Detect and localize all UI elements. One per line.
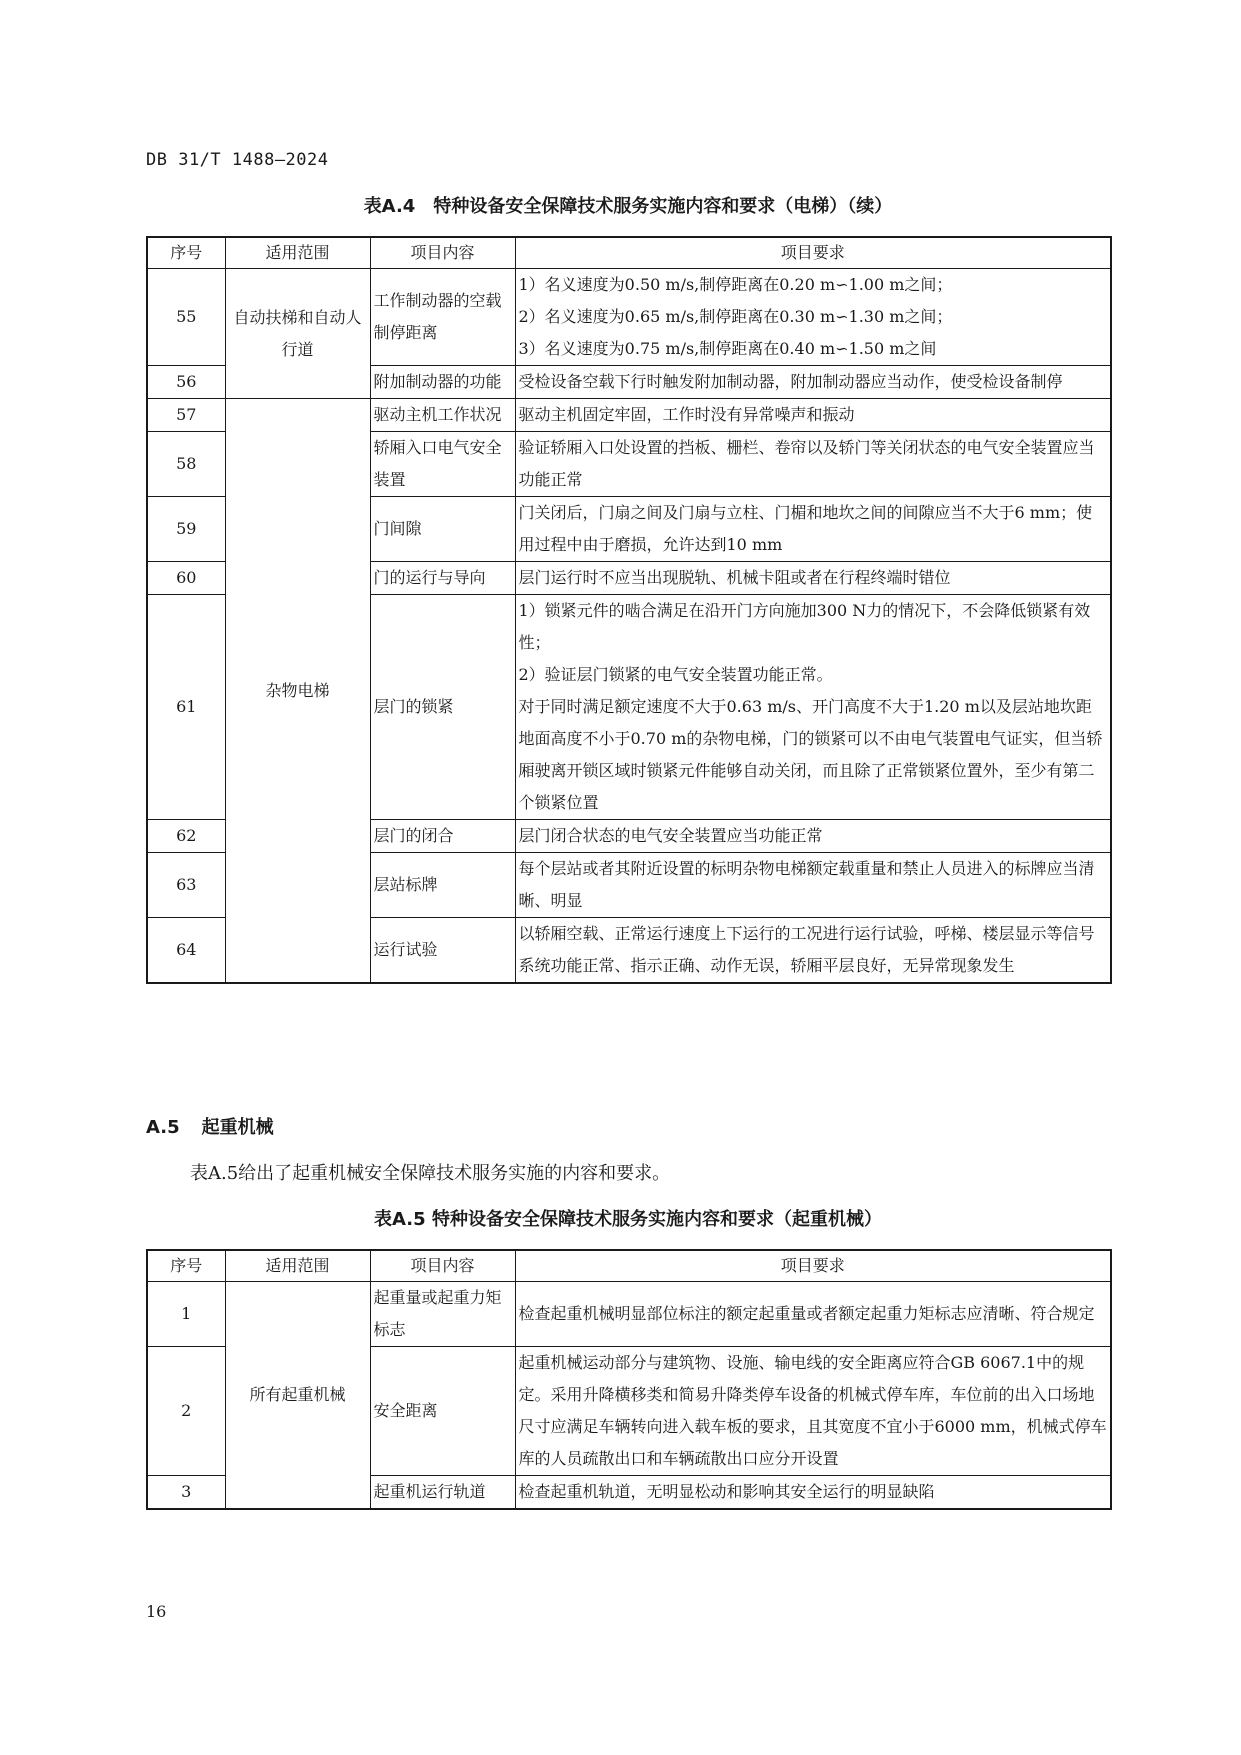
row-item: 层门的闭合 [370, 820, 515, 853]
row-scope: 所有起重机械 [225, 1282, 370, 1510]
row-requirement: 层门闭合状态的电气安全装置应当功能正常 [515, 820, 1111, 853]
requirement-line: 1）名义速度为0.50 m/s,制停距离在0.20 m∽1.00 m之间； [518, 275, 953, 294]
row-num: 56 [147, 366, 225, 399]
document-code: DB 31/T 1488—2024 [146, 150, 329, 170]
row-num: 55 [147, 269, 225, 366]
header-requirement: 项目要求 [515, 237, 1111, 269]
row-num: 2 [147, 1347, 225, 1476]
header-scope: 适用范围 [225, 237, 370, 269]
table-a4-caption: 表A.4 特种设备安全保障技术服务实施内容和要求（电梯）（续） [363, 196, 893, 217]
row-item: 起重机运行轨道 [370, 1476, 515, 1510]
row-requirement: 检查起重机械明显部位标注的额定起重量或者额定起重力矩标志应清晰、符合规定 [515, 1282, 1111, 1347]
row-item: 层门的锁紧 [370, 595, 515, 820]
requirement-line: 对于同时满足额定速度不大于0.63 m/s、开门高度不大于1.20 m以及层站地坎距地面高度不小于0.70 m的杂物电梯，门的锁紧可以不由电气装置电气证实，但当轿厢驶离开锁区域时锁紧元件能够自动关闭，而且除了正常锁紧位置外，至少有第二个锁紧位置 [518, 697, 1103, 812]
page-number: 16 [146, 1602, 167, 1621]
row-num: 63 [147, 853, 225, 918]
table-row [147, 1282, 1111, 1347]
row-requirement: 检查起重机轨道，无明显松动和影响其安全运行的明显缺陷 [515, 1476, 1111, 1510]
row-num: 59 [147, 497, 225, 562]
section-title: 起重机械 [201, 1117, 274, 1138]
row-item: 起重量或起重力矩标志 [370, 1282, 515, 1347]
row-num: 58 [147, 432, 225, 497]
header-requirement: 项目要求 [515, 1250, 1111, 1282]
header-item: 项目内容 [370, 237, 515, 269]
section-number: A.5 [146, 1117, 180, 1138]
row-num: 1 [147, 1282, 225, 1347]
header-scope: 适用范围 [225, 1250, 370, 1282]
row-requirement [515, 595, 1111, 820]
row-num: 57 [147, 399, 225, 432]
row-requirement: 验证轿厢入口处设置的挡板、栅栏、卷帘以及轿门等关闭状态的电气安全装置应当功能正常 [515, 432, 1111, 497]
row-item: 驱动主机工作状况 [370, 399, 515, 432]
row-num: 60 [147, 562, 225, 595]
row-item: 工作制动器的空载制停距离 [370, 269, 515, 366]
section-heading [146, 1113, 274, 1139]
requirement-line: 2）名义速度为0.65 m/s,制停距离在0.30 m∽1.30 m之间； [518, 307, 953, 326]
row-requirement: 层门运行时不应当出现脱轨、机械卡阻或者在行程终端时错位 [515, 562, 1111, 595]
row-item: 附加制动器的功能 [370, 366, 515, 399]
row-requirement [515, 269, 1111, 366]
row-scope: 自动扶梯和自动人行道 [225, 269, 370, 399]
row-item: 层站标牌 [370, 853, 515, 918]
row-item: 门的运行与导向 [370, 562, 515, 595]
requirement-line: 2）验证层门锁紧的电气安全装置功能正常。 [518, 665, 833, 684]
row-requirement: 每个层站或者其附近设置的标明杂物电梯额定载重量和禁止人员进入的标牌应当清晰、明显 [515, 853, 1111, 918]
table-row [147, 399, 1111, 432]
row-item: 安全距离 [370, 1347, 515, 1476]
row-scope: 杂物电梯 [225, 399, 370, 984]
row-num: 64 [147, 918, 225, 984]
table-row [147, 269, 1111, 366]
table-a5-caption: 表A.5 特种设备安全保障技术服务实施内容和要求（起重机械） [374, 1209, 882, 1230]
row-requirement: 驱动主机固定牢固，工作时没有异常噪声和振动 [515, 399, 1111, 432]
row-item: 运行试验 [370, 918, 515, 984]
row-requirement: 受检设备空载下行时触发附加制动器，附加制动器应当动作，使受检设备制停 [515, 366, 1111, 399]
intro-paragraph: 表A.5给出了起重机械安全保障技术服务实施的内容和要求。 [190, 1163, 671, 1184]
header-num: 序号 [147, 1250, 225, 1282]
row-requirement: 起重机械运动部分与建筑物、设施、输电线的安全距离应符合GB 6067.1中的规定。采用升降横移类和简易升降类停车设备的机械式停车库，车位前的出入口场地尺寸应满足车辆转向进入载车板的要求，且其宽度不宜小于6000 mm，机械式停车库的人员疏散出口和车辆疏散出口应分开设置 [515, 1347, 1111, 1476]
row-item: 轿厢入口电气安全装置 [370, 432, 515, 497]
row-num: 61 [147, 595, 225, 820]
row-num: 62 [147, 820, 225, 853]
requirement-line: 1）锁紧元件的啮合满足在沿开门方向施加300 N力的情况下，不会降低锁紧有效性； [518, 601, 1091, 652]
row-item: 门间隙 [370, 497, 515, 562]
header-item: 项目内容 [370, 1250, 515, 1282]
row-num: 3 [147, 1476, 225, 1510]
header-num: 序号 [147, 237, 225, 269]
requirement-line: 3）名义速度为0.75 m/s,制停距离在0.40 m∽1.50 m之间 [518, 339, 937, 358]
row-requirement: 门关闭后，门扇之间及门扇与立柱、门楣和地坎之间的间隙应当不大于6 mm；使用过程中由于磨损，允许达到10 mm [515, 497, 1111, 562]
row-requirement: 以轿厢空载、正常运行速度上下运行的工况进行运行试验，呼梯、楼层显示等信号系统功能正常、指示正确、动作无误，轿厢平层良好，无异常现象发生 [515, 918, 1111, 984]
table-a5 [146, 1249, 1112, 1510]
table-header-row [147, 237, 1111, 269]
table-header-row [147, 1250, 1111, 1282]
table-a4 [146, 236, 1112, 984]
